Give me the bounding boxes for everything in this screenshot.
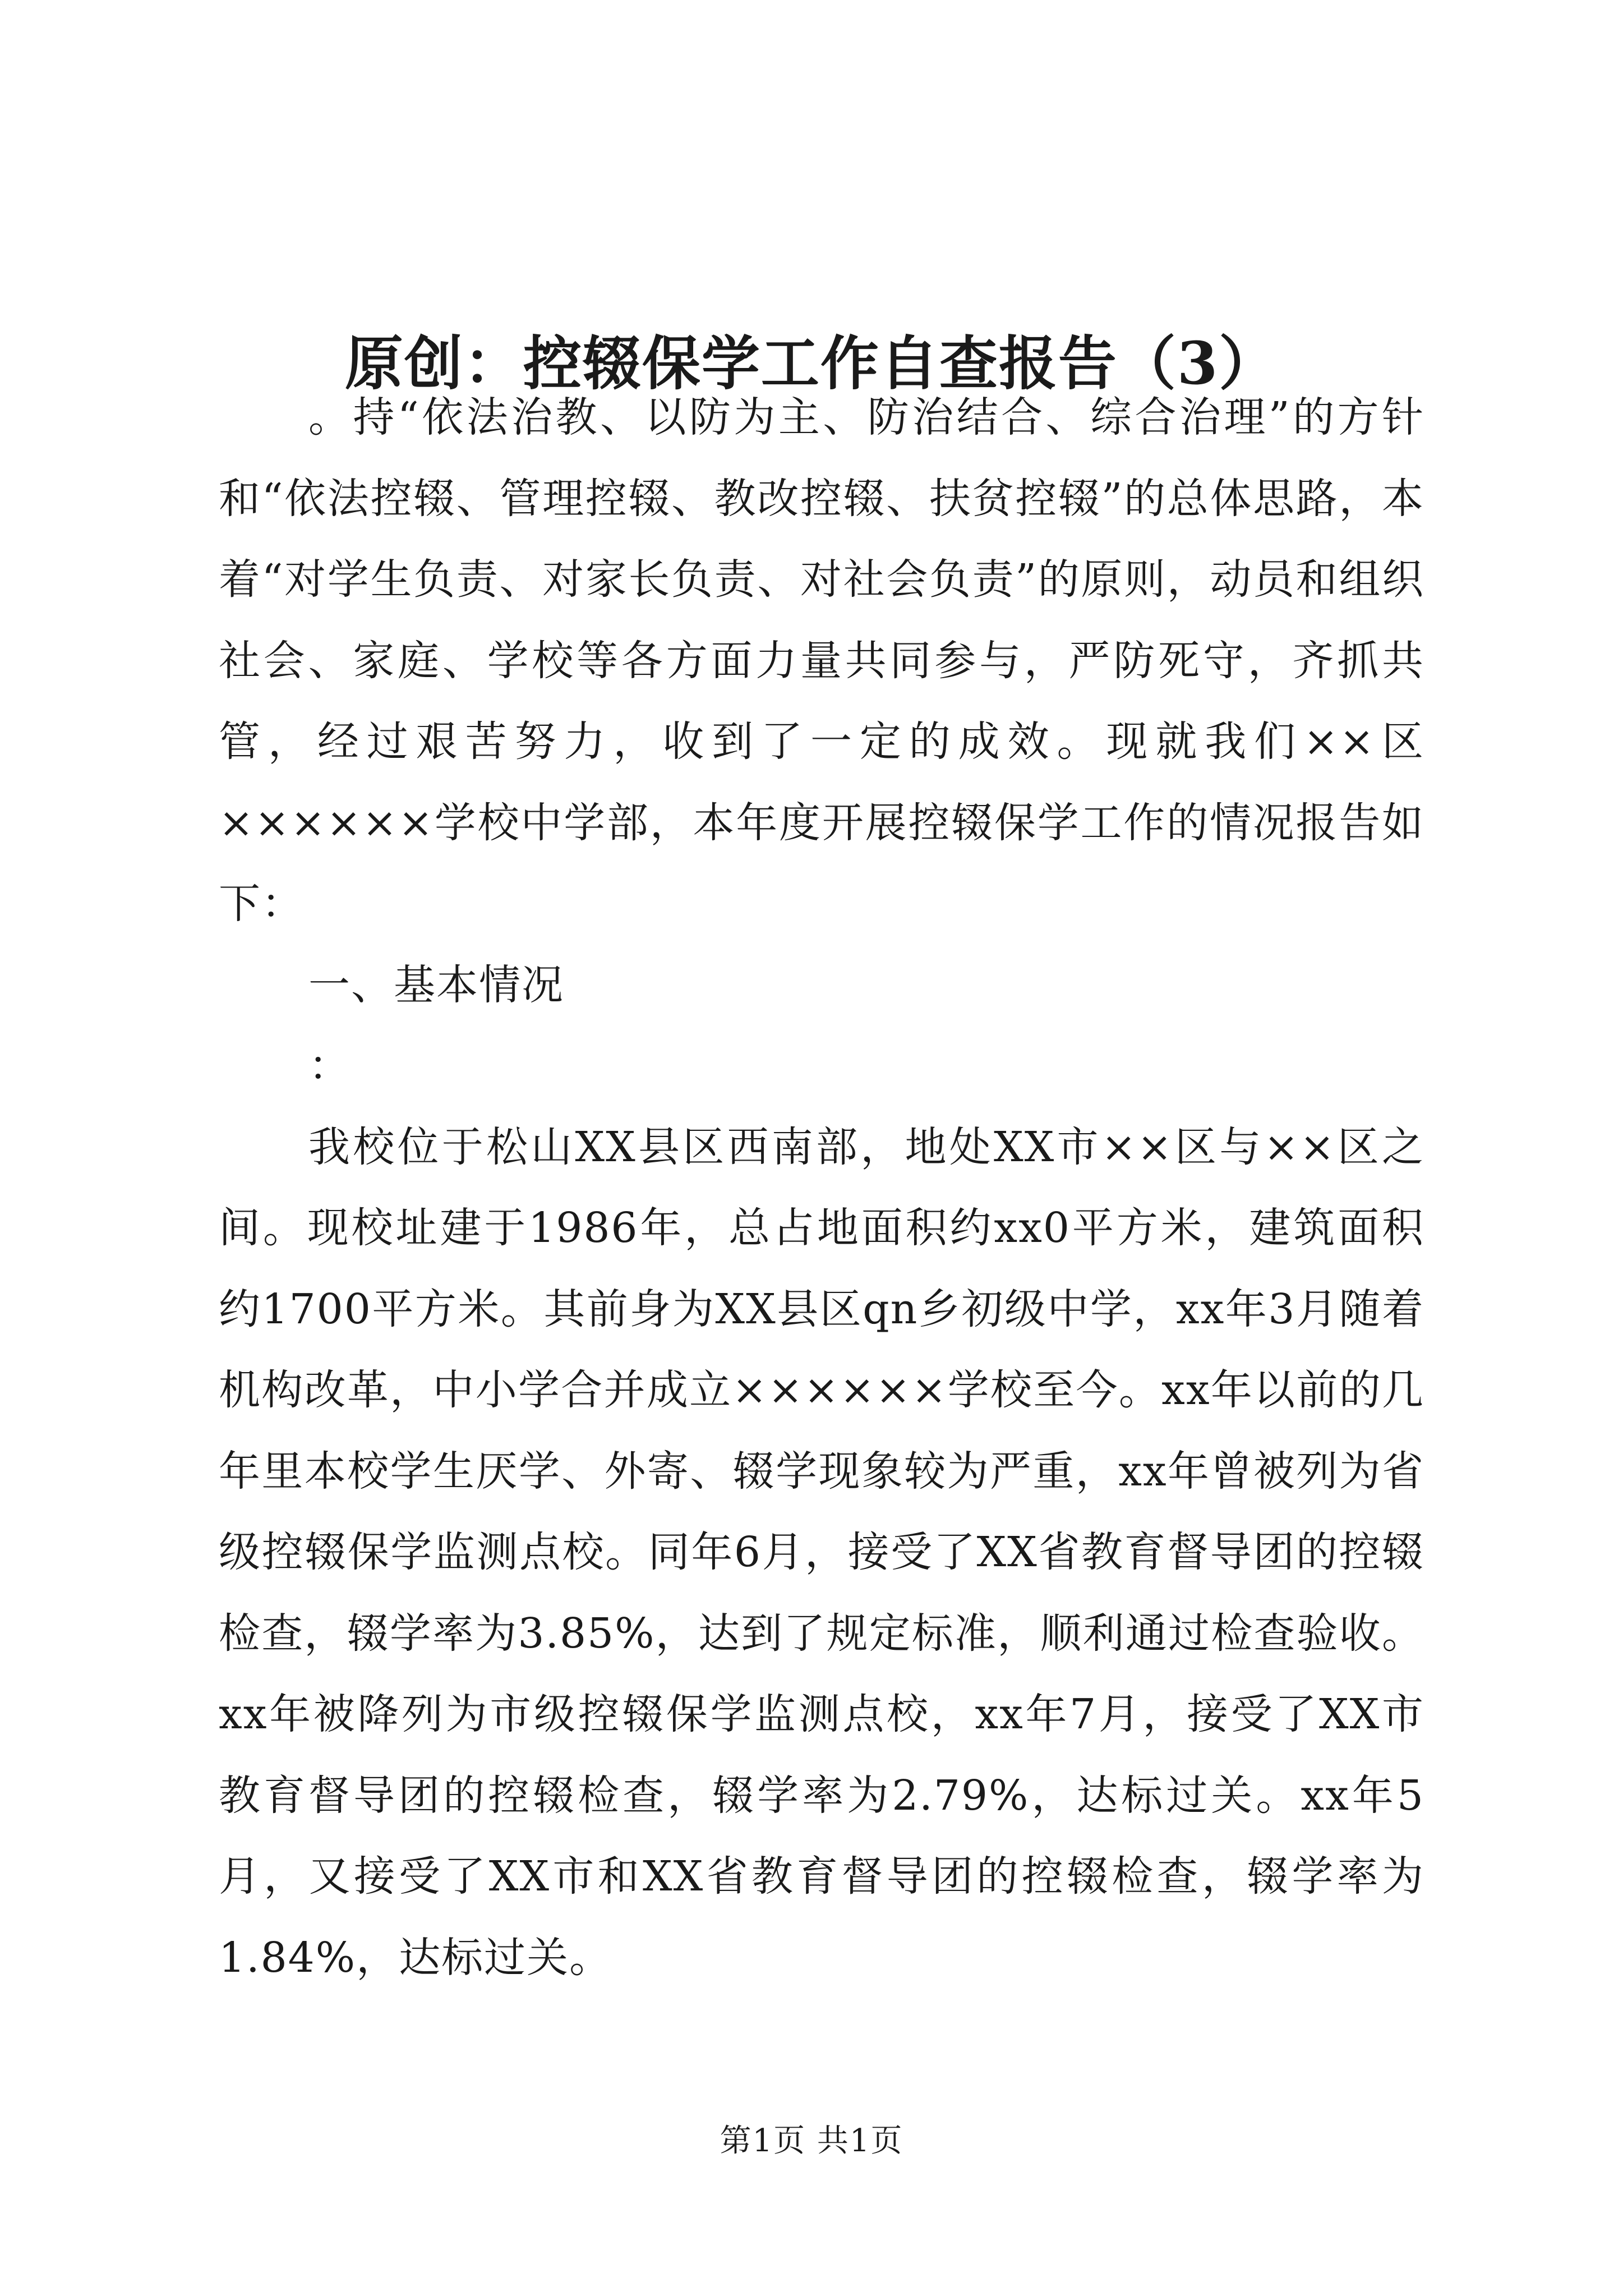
document-body [219,377,1424,1998]
section-heading-basic-situation: 一、基本情况 [308,960,564,1009]
page-footer: 第1页 共1页 [720,2123,903,2159]
intro-paragraph: 。持“依法治教、以防为主、防治结合、综合治理”的方针和“依法控辍、管理控辍、教改控辍、扶贫控辍”的总体思路，本着“对学生负责、对家长负责、对社会负责”的原则，动员和组织社会、家庭、学校等各方面力量共同参与，严防死守，齐抓共管，经过艰苦努力，收到了一定的成效。现就我们××区××××××学校中学部，本年度开展控辍保学工作的情况报告如下： [219,393,1424,928]
document-title: 原创：控辍保学工作自查报告（3） [344,328,1279,398]
school-description-paragraph: 我校位于松山XX县区西南部，地处XX市××区与××区之间。现校址建于1986年，总占地面积约xx0平方米，建筑面积约1700平方米。其前身为XX县区qn乡初级中学，xx年3月随着机构改革，中小学合并成立××××××学校至今。xx年以前的几年里本校学生厌学、外寄、辍学现象较为严重，xx年曾被列为省级控辍保学监测点校。同年6月，接受了XX省教育督导团的控辍检查，辍学率为3.85%，达到了规定标准，顺利通过检查验收。xx年被降列为市级控辍保学监测点校，xx年7月，接受了XX市教育督导团的控辍检查，辍学率为2.79%，达标过关。xx年5月，又接受了XX市和XX省教育督导团的控辍检查，辍学率为1.84%，达标过关。 [219,1122,1425,1982]
colon-line: ： [308,1042,351,1090]
